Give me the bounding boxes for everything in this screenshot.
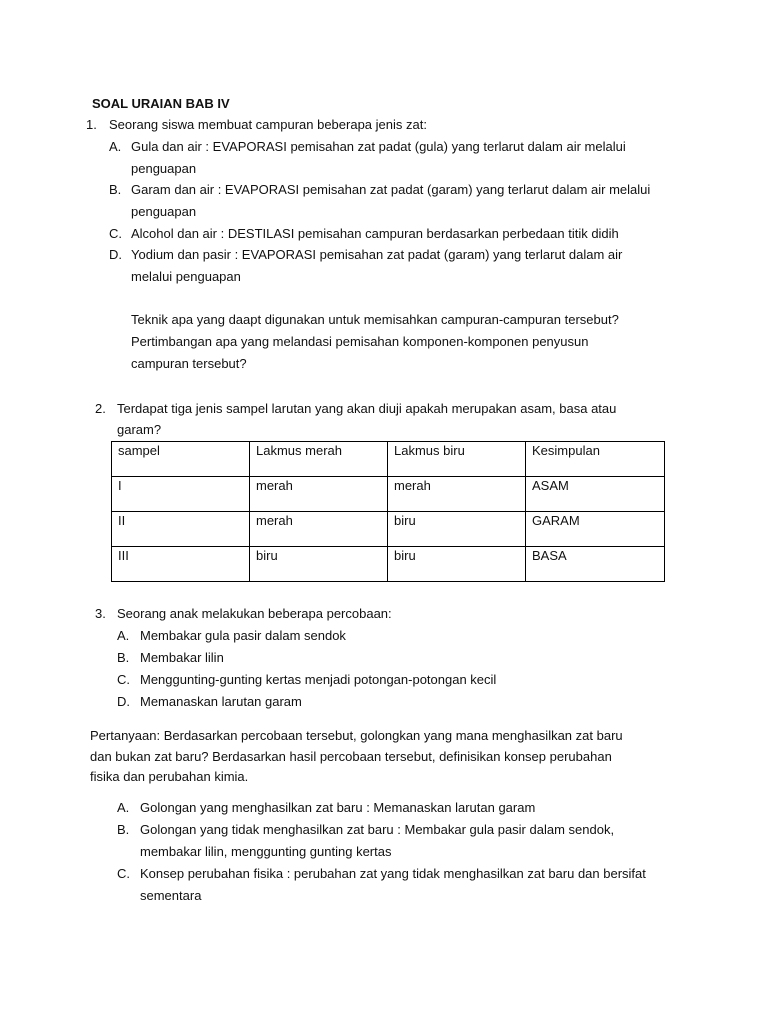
q3-question-line2: dan bukan zat baru? Berdasarkan hasil percobaan tersebut, definisikan konsep perubahan	[90, 749, 612, 764]
q1-item-c-line1: Alcohol dan air : DESTILASI pemisahan campuran berdasarkan perbedaan titik didih	[131, 226, 619, 241]
table-header-cell: Lakmus biru	[388, 442, 526, 477]
table-header-cell: Lakmus merah	[250, 442, 388, 477]
table-cell: merah	[250, 477, 388, 512]
table-row	[112, 547, 665, 582]
q3-item-d-text: Memanaskan larutan garam	[140, 694, 302, 709]
q1-prompt-line3: campuran tersebut?	[131, 356, 247, 371]
q3-answer-a-letter: A.	[117, 800, 130, 815]
q3-item-d-letter: D.	[117, 694, 130, 709]
q1-item-c-letter: C.	[109, 226, 122, 241]
table-cell: III	[112, 547, 250, 582]
q3-item-a-text: Membakar gula pasir dalam sendok	[140, 628, 346, 643]
q3-item-c-text: Menggunting-gunting kertas menjadi potongan-potongan kecil	[140, 672, 497, 687]
q3-item-a-letter: A.	[117, 628, 130, 643]
page-title: SOAL URAIAN BAB IV	[92, 96, 230, 111]
table-cell: merah	[250, 512, 388, 547]
table-cell: biru	[388, 512, 526, 547]
q1-text: Seorang siswa membuat campuran beberapa jenis zat:	[109, 117, 427, 132]
table-cell: biru	[388, 547, 526, 582]
q1-item-a-letter: A.	[109, 139, 122, 154]
q3-answer-b-line1: Golongan yang tidak menghasilkan zat baru : Membakar gula pasir dalam sendok,	[140, 822, 615, 837]
q1-item-b-line1: Garam dan air : EVAPORASI pemisahan zat padat (garam) yang terlarut dalam air melalui	[131, 182, 651, 197]
q3-answer-b-letter: B.	[117, 822, 130, 837]
q1-prompt-line2: Pertimbangan apa yang melandasi pemisahan komponen-komponen penyusun	[131, 334, 589, 349]
q1-item-b-line2: penguapan	[131, 204, 197, 219]
q3-number: 3.	[95, 606, 106, 621]
q1-item-d-line2: melalui penguapan	[131, 269, 241, 284]
q3-question-line3: fisika dan perubahan kimia.	[90, 769, 249, 784]
q1-item-d-line1: Yodium dan pasir : EVAPORASI pemisahan zat padat (garam) yang terlarut dalam air	[131, 247, 623, 262]
q1-number: 1.	[86, 117, 97, 132]
table-cell: BASA	[526, 547, 665, 582]
q1-item-d-letter: D.	[109, 247, 122, 262]
q3-item-b-letter: B.	[117, 650, 130, 665]
table-cell: biru	[250, 547, 388, 582]
q3-answer-b-line2: membakar lilin, menggunting gunting kertas	[140, 844, 392, 859]
table-cell: GARAM	[526, 512, 665, 547]
table-cell: II	[112, 512, 250, 547]
q3-item-b-text: Membakar lilin	[140, 650, 224, 665]
table-cell: I	[112, 477, 250, 512]
table-header-cell: sampel	[112, 442, 250, 477]
q3-answer-c-line1: Konsep perubahan fisika : perubahan zat yang tidak menghasilkan zat baru dan bersifat	[140, 866, 646, 881]
q1-item-b-letter: B.	[109, 182, 122, 197]
q3-text: Seorang anak melakukan beberapa percobaan:	[117, 606, 392, 621]
q3-answer-c-letter: C.	[117, 866, 130, 881]
table-header-cell: Kesimpulan	[526, 442, 665, 477]
table-row	[112, 477, 665, 512]
table-cell: merah	[388, 477, 526, 512]
table-header-row	[112, 442, 665, 477]
q3-item-c-letter: C.	[117, 672, 130, 687]
q2-text-line1: Terdapat tiga jenis sampel larutan yang akan diuji apakah merupakan asam, basa atau	[117, 401, 617, 416]
table-cell: ASAM	[526, 477, 665, 512]
q3-answer-c-line2: sementara	[140, 888, 202, 903]
q3-answer-a-line1: Golongan yang menghasilkan zat baru : Memanaskan larutan garam	[140, 800, 536, 815]
table-row	[112, 512, 665, 547]
q1-prompt-line1: Teknik apa yang daapt digunakan untuk memisahkan campuran-campuran tersebut?	[131, 312, 619, 327]
q1-item-a-line2: penguapan	[131, 161, 197, 176]
q1-item-a-line1: Gula dan air : EVAPORASI pemisahan zat padat (gula) yang terlarut dalam air melalui	[131, 139, 626, 154]
litmus-table	[111, 441, 665, 582]
q2-number: 2.	[95, 401, 106, 416]
q2-text-line2: garam?	[117, 422, 162, 437]
q3-question-line1: Pertanyaan: Berdasarkan percobaan tersebut, golongkan yang mana menghasilkan zat baru	[90, 728, 623, 743]
